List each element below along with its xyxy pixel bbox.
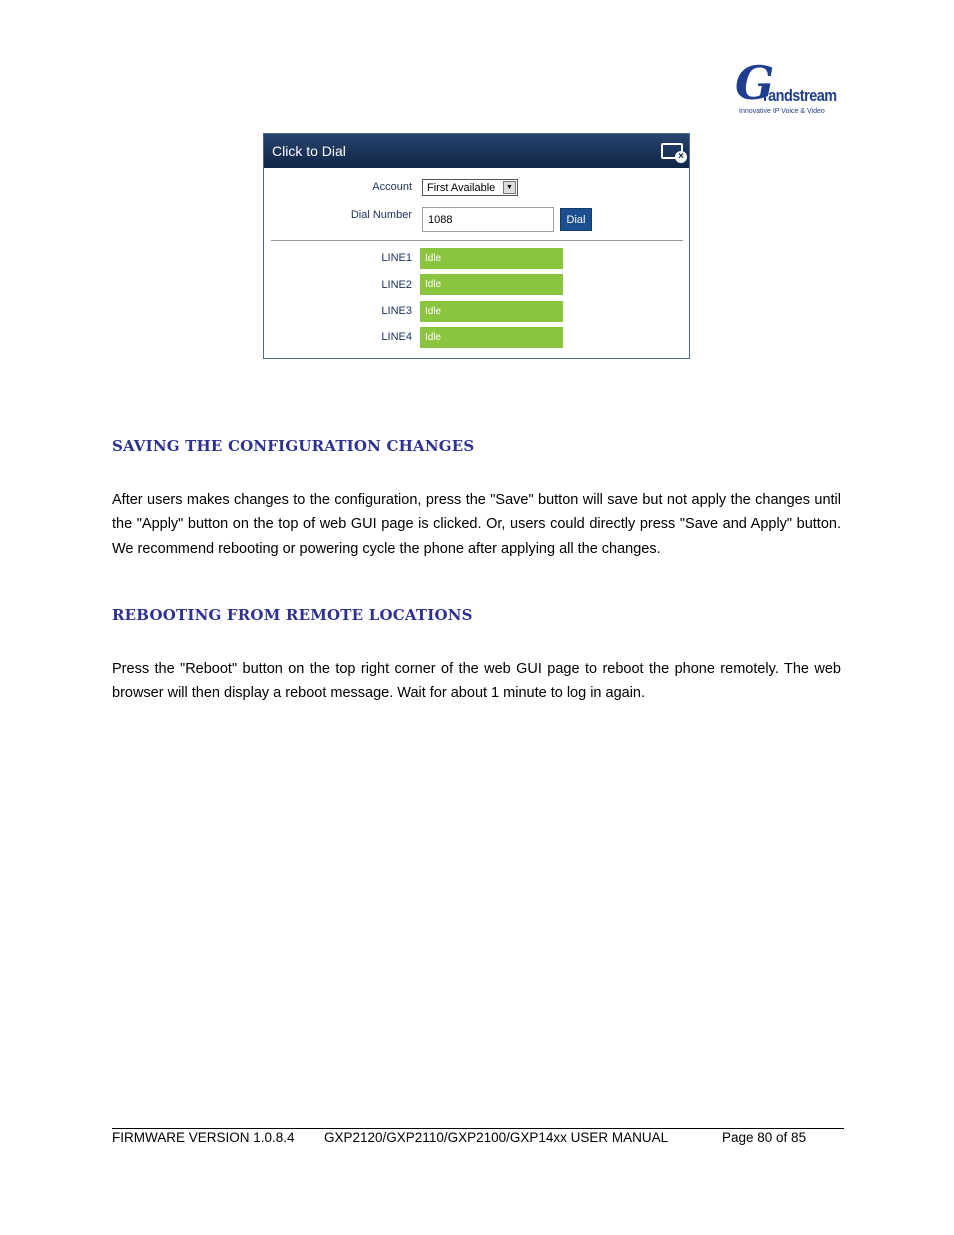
line-status: Idle xyxy=(420,248,563,269)
dial-button[interactable]: Dial xyxy=(560,208,592,231)
divider xyxy=(271,240,683,241)
line-status: Idle xyxy=(420,301,563,322)
close-window-icon[interactable]: × xyxy=(661,143,683,159)
line-label: LINE3 xyxy=(381,305,412,317)
footer-firmware: FIRMWARE VERSION 1.0.8.4 xyxy=(112,1130,295,1145)
section-heading: REBOOTING FROM REMOTE LOCATIONS xyxy=(112,606,473,624)
account-select-value: First Available xyxy=(427,182,496,194)
section-heading: SAVING THE CONFIGURATION CHANGES xyxy=(112,437,475,455)
line-label: LINE4 xyxy=(381,331,412,343)
grandstream-logo xyxy=(733,56,843,120)
footer-page-number: Page 80 of 85 xyxy=(722,1130,807,1145)
click-to-dial-panel xyxy=(263,133,690,359)
logo-tagline: Innovative IP Voice & Video xyxy=(739,108,825,115)
footer-rule xyxy=(112,1128,844,1129)
dial-number-input[interactable]: 1088 xyxy=(422,207,554,232)
dial-number-label: Dial Number xyxy=(350,209,412,221)
footer-manual-title: GXP2120/GXP2110/GXP2100/GXP14xx USER MANUAL xyxy=(324,1130,669,1145)
account-select[interactable] xyxy=(422,179,518,196)
section-paragraph: Press the "Reboot" button on the top right corner of the web GUI page to reboot the phone remotely. The web browser will then display a reboot message. Wait for about 1 minute to log in again. xyxy=(112,661,841,702)
line-status: Idle xyxy=(420,274,563,295)
panel-header xyxy=(264,134,689,168)
chevron-down-icon[interactable]: ▼ xyxy=(503,181,516,194)
account-label: Account xyxy=(372,181,412,193)
line-label: LINE2 xyxy=(381,279,412,291)
panel-title: Click to Dial xyxy=(272,143,346,159)
line-status: Idle xyxy=(420,327,563,348)
section-paragraph: After users makes changes to the configuration, press the "Save" button will save but not apply the changes until the "Apply" button on the top of web GUI page is clicked. Or, users could directly press "Save and Apply" button. We recommend rebooting or powering cycle the phone after applying all the changes. xyxy=(112,492,841,557)
logo-initial: G xyxy=(735,56,775,110)
logo-wordmark: randstream xyxy=(763,86,837,105)
line-label: LINE1 xyxy=(381,252,412,264)
